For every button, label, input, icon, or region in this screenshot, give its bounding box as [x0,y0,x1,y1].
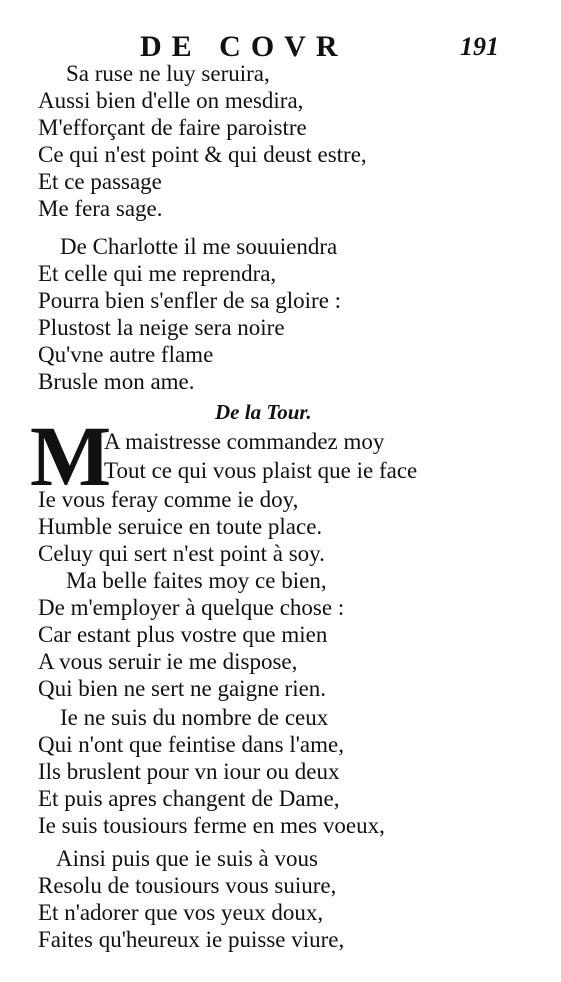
poem-line: Tout ce qui vous plaist que ie face [104,458,418,483]
poem-line: Celuy qui sert n'est point à soy. [38,541,325,566]
poem-line: Qui bien ne sert ne gaigne rien. [38,676,327,701]
poem-line: Brusle mon ame. [38,369,195,394]
poem-line: M'efforçant de faire paroistre [38,115,307,140]
poem-line: De m'employer à quelque chose : [38,595,345,620]
poem-line: Ie suis tousiours ferme en mes voeux, [38,813,385,838]
poem-line: Humble seruice en toute place. [38,514,323,539]
poem-line: Ie vous feray comme ie doy, [38,487,299,512]
poem-line: Car estant plus vostre que mien [38,622,328,647]
poem-line: Ils bruslent pour vn iour ou deux [38,759,340,784]
poem-line: Resolu de tousiours vous suiure, [38,873,337,898]
running-head: DE COVR [140,30,348,63]
poem-line: Pourra bien s'enfler de sa gloire : [38,288,342,313]
poem-title: De la Tour. [215,400,312,424]
poem-line: A vous seruir ie me dispose, [38,649,298,674]
poem-line: Ma belle faites moy ce bien, [66,568,327,593]
poem-line: Ie ne suis du nombre de ceux [60,705,329,730]
poem-line: Qu'vne autre flame [38,342,214,367]
poem-line: Sa ruse ne luy seruira, [66,61,270,86]
poem-line: De Charlotte il me souuiendra [60,234,338,259]
poem-line: Et celle qui me reprendra, [38,261,277,286]
poem-line: Aussi bien d'elle on mesdira, [38,88,304,113]
page-number: 191 [460,32,499,61]
poem-line: Faites qu'heureux ie puisse viure, [38,927,345,952]
poem-line: Ainsi puis que ie suis à vous [56,846,318,871]
drop-cap: M [30,408,112,504]
poem-line: Ce qui n'est point & qui deust estre, [38,142,367,167]
poem-line: A maistresse commandez moy [104,429,385,454]
poem-line: Et n'adorer que vos yeux doux, [38,900,324,925]
poem-line: Et puis apres changent de Dame, [38,786,340,811]
poem-line: Qui n'ont que feintise dans l'ame, [38,732,344,757]
poem-line: Et ce passage [38,169,162,194]
poem-line: Me fera sage. [38,196,163,221]
poem-line: Plustost la neige sera noire [38,315,285,340]
